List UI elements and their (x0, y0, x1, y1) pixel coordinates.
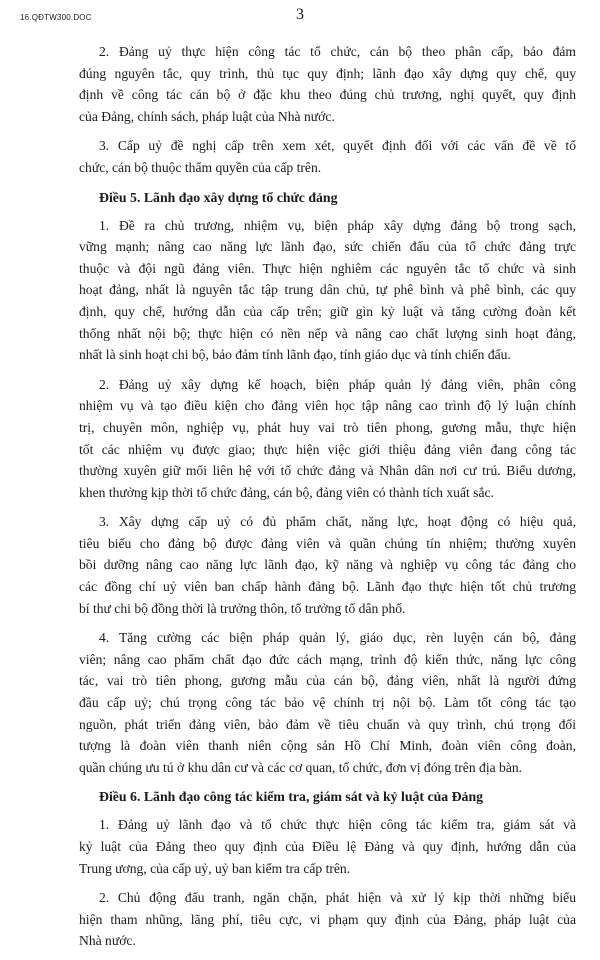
paragraph-line: chức, cán bộ thuộc thẩm quyền của cấp trên. (79, 159, 322, 175)
paragraph-line: 4. Tăng cường các biện pháp quản lý, giáo dục, rèn luyện cán bộ, đảng (99, 630, 576, 646)
paragraph-line: nhất là sinh hoạt chi bộ, bảo đảm tính lãnh đạo, tính giáo dục và tính chiến đấu. (79, 347, 511, 363)
paragraph-line: Nhà nước. (79, 933, 136, 949)
paragraph-line: thuộc và đội ngũ đảng viên. Thực hiện nghiêm các nguyên tắc tổ chức và sinh (79, 260, 576, 276)
article-heading: Điều 6. Lãnh đạo công tác kiểm tra, giám sát và kỷ luật của Đảng (99, 789, 484, 805)
paragraph-line: tốt các nhiệm vụ được giao; thực hiện việc giới thiệu đảng viên đang công tác (79, 441, 576, 457)
paragraph (79, 814, 576, 879)
document-body (79, 41, 576, 960)
paragraph-line: đúng nguyên tắc, quy trình, thủ tục quy định; lãnh đạo xây dựng quy chế, quy (79, 65, 576, 81)
paragraph-line: kỷ luật của Đảng theo quy định của Điều lệ Đảng và quy định, hướng dẫn của (79, 839, 576, 854)
paragraph (79, 41, 576, 127)
paragraph-line: định, quy chế, hướng dẫn của cấp trên; giữ gìn kỷ luật và tăng cường đoàn kết (79, 303, 576, 319)
paragraph (79, 374, 576, 504)
paragraph-line: tác, vai trò tiên phong, gương mẫu của cán bộ, đảng viên, nhất là người đứng (79, 673, 576, 689)
paragraph-line: quần chúng ưu tú ở khu dân cư và các cơ quan, tổ chức, đơn vị đóng trên địa bàn. (79, 759, 523, 775)
paragraph-line: 2. Chủ động đấu tranh, ngăn chặn, phát hiện và xử lý kịp thời những biểu (99, 890, 576, 906)
paragraph-line: bồi dưỡng nâng cao năng lực lãnh đạo, kỹ năng và nghiệp vụ công tác đảng cho (79, 557, 576, 573)
paragraph-line: Trung ương, của cấp uỷ, uỷ ban kiểm tra cấp trên. (79, 860, 351, 876)
paragraph-line: các đồng chí uỷ viên ban chấp hành đảng bộ. Lãnh đạo thực hiện tốt chủ trương (79, 579, 576, 595)
paragraph-line: tiêu biểu cho đảng bộ được đảng viên và quần chúng tín nhiệm; thường xuyên (79, 535, 576, 551)
paragraph (79, 627, 576, 778)
paragraph-line: của Đảng, chính sách, pháp luật của Nhà nước. (79, 108, 335, 124)
paragraph-line: 3. Cấp uỷ đề nghị cấp trên xem xét, quyết định đối với các vấn đề về tổ (99, 138, 576, 154)
paragraph-line: 2. Đảng uỷ thực hiện công tác tổ chức, cán bộ theo phân cấp, bảo đảm (99, 44, 576, 59)
paragraph (79, 887, 576, 952)
paragraph-line: nhiệm vụ và tạo điều kiện cho đảng viên học tập nâng cao trình độ lý luận chính (79, 398, 576, 414)
paragraph-line: 1. Đảng uỷ lãnh đạo và tổ chức thực hiện công tác kiểm tra, giám sát và (99, 817, 576, 833)
paragraph-line: bí thư chi bộ đồng thời là trưởng thôn, tổ trưởng tổ dân phố. (79, 600, 406, 616)
article-heading: Điều 5. Lãnh đạo xây dựng tổ chức đảng (99, 189, 338, 205)
paragraph-line: hoạt đảng, nhất là nguyên tắc tập trung dân chủ, tự phê bình và phê bình, các quy (79, 282, 576, 298)
page-number: 3 (296, 6, 304, 23)
paragraph-line: thường xuyên giữ mối liên hệ với tổ chức đảng và Nhân dân nơi cư trú. Biểu dương, (79, 463, 576, 479)
paragraph-line: định về công tác cán bộ ở đặc khu theo đúng chủ trương, nghị quyết, quy định (79, 87, 576, 103)
paragraph-line: đầu cấp uỷ; chú trọng công tác bảo vệ chính trị nội bộ. Làm tốt công tác tạo (79, 695, 576, 711)
paragraph (79, 135, 576, 178)
paragraph-line: khen thưởng kịp thời tổ chức đảng, cán bộ, đảng viên có thành tích xuất sắc. (79, 484, 494, 500)
paragraph-line: nguồn, phát triển đảng viên, bảo đảm về tiêu chuẩn và quy trình, chú trọng đối (79, 716, 576, 732)
paragraph-line: 1. Đề ra chủ trương, nhiệm vụ, biện pháp xây dựng đảng bộ trong sạch, (99, 217, 576, 233)
paragraph-line: trị, chuyên môn, nghiệp vụ, phát huy vai trò tiên phong, gương mẫu, thực hiện (79, 419, 576, 435)
paragraph-line: viên; nâng cao phẩm chất đạo đức cách mạng, trình độ kiến thức, năng lực công (79, 651, 576, 667)
paragraph (79, 215, 576, 366)
paragraph-line: 3. Xây dựng cấp uỷ có đủ phẩm chất, năng lực, hoạt động có hiệu quả, (99, 514, 576, 530)
paragraph-line: thống nhất nội bộ; thực hiện có nền nếp và nâng cao chất lượng sinh hoạt đảng, (79, 325, 576, 341)
paragraph (79, 511, 576, 619)
paragraph-line: 2. Đảng uỷ xây dựng kế hoạch, biện pháp quản lý đảng viên, phân công (99, 376, 576, 392)
document-filename: 16.QĐTW300.DOC (20, 13, 92, 22)
paragraph-line: hiện tham nhũng, lãng phí, tiêu cực, vi phạm quy định của Đảng, pháp luật của (79, 911, 576, 927)
paragraph-line: vững mạnh; nâng cao năng lực lãnh đạo, sức chiến đấu của tổ chức đảng trực (79, 239, 576, 255)
paragraph-line: tượng là đoàn viên thanh niên cộng sản Hồ Chí Minh, đoàn viên công đoàn, (79, 738, 576, 754)
